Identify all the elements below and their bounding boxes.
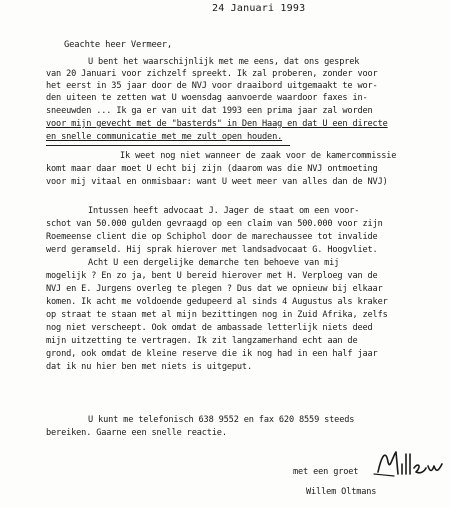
paragraph-line-underlined: en snelle communicatie met me zult open houden. <box>46 132 283 142</box>
paragraph-line-underlined: voor mijn gevecht met de "basterds" in Den Haag en dat U een directe <box>46 119 388 129</box>
paragraph-line: mijn uitzetting te vertragen. Ik zit langzamerhand echt aan de <box>46 336 358 346</box>
paragraph-line: dat ik nu hier ben met niets is uitgeput. <box>46 362 252 372</box>
paragraph-line: sneeuwden ... Ik ga er van uit dat 1993 een prima jaar zal worden <box>46 106 373 116</box>
closing: met een groet <box>293 467 359 477</box>
paragraph-line: den uiteen te zetten wat U woensdag aanvoerde waardoor faxes in- <box>46 93 368 103</box>
paragraph-line: het eerst in 35 jaar door de NVJ voor draaibord uitgemaakt te wor- <box>46 81 378 91</box>
signature-name: Willem Oltmans <box>306 487 377 497</box>
paragraph-line: voor mij vitaal en onmisbaar: want U weet meer van alles dan de NVJ) <box>46 177 388 187</box>
paragraph-line: mogelijk ? En zo ja, bent U bereid hierover met H. Verploeg van de <box>46 271 378 281</box>
paragraph-line: Acht U een dergelijke demarche ten behoeve van mij <box>88 258 340 268</box>
paragraph-line: U kunt me telefonisch 638 9552 en fax 620 8559 steeds <box>88 415 355 425</box>
paragraph-line: van 20 Januari voor zichzelf spreekt. Ik zal proberen, zonder voor <box>46 69 378 79</box>
salutation: Geachte heer Vermeer, <box>64 40 173 50</box>
paragraph-line: U bent het waarschijnlijk met me eens, dat ons gesprek <box>88 57 360 67</box>
paragraph-line: op straat te staan met al mijn bezittingen nog in Zuid Afrika, zelfs <box>46 310 388 320</box>
handwritten-underline <box>46 145 290 146</box>
paragraph-line: NVJ en E. Jurgens overleg te plegen ? Dus dat we opnieuw bij elkaar <box>46 284 383 294</box>
paragraph-line: Ik weet nog niet wanneer de zaak voor de kamercommissie <box>120 151 397 161</box>
paragraph-line: Roemeense client die op Schiphol door de marechaussee tot invalide <box>46 232 378 242</box>
paragraph-line: bereiken. Gaarne een snelle reactie. <box>46 428 227 438</box>
handwritten-signature <box>372 444 450 484</box>
letter-date: 24 Januari 1993 <box>212 3 306 14</box>
paragraph-line: komen. Ik acht me voldoende gedupeerd al sinds 4 Augustus als kraker <box>46 297 388 307</box>
paragraph-line: komt maar daar moet U echt bij zijn (daarom was die NVJ ontmoeting <box>46 164 378 174</box>
paragraph-line: nog niet verscheept. Ook omdat de ambassade letterlijk niets deed <box>46 323 373 333</box>
paragraph-line: grond, ook omdat de kleine reserve die ik nog had in een half jaar <box>46 349 378 359</box>
paragraph-line: schot van 50.000 gulden gevraagd op een claim van 500.000 voor zijn <box>46 219 383 229</box>
paragraph-line: werd geramseld. Hij sprak hierover met landsadvocaat G. Hoogvliet. <box>46 245 378 255</box>
paragraph-line: Intussen heeft advocaat J. Jager de staat om een voor- <box>88 206 360 216</box>
